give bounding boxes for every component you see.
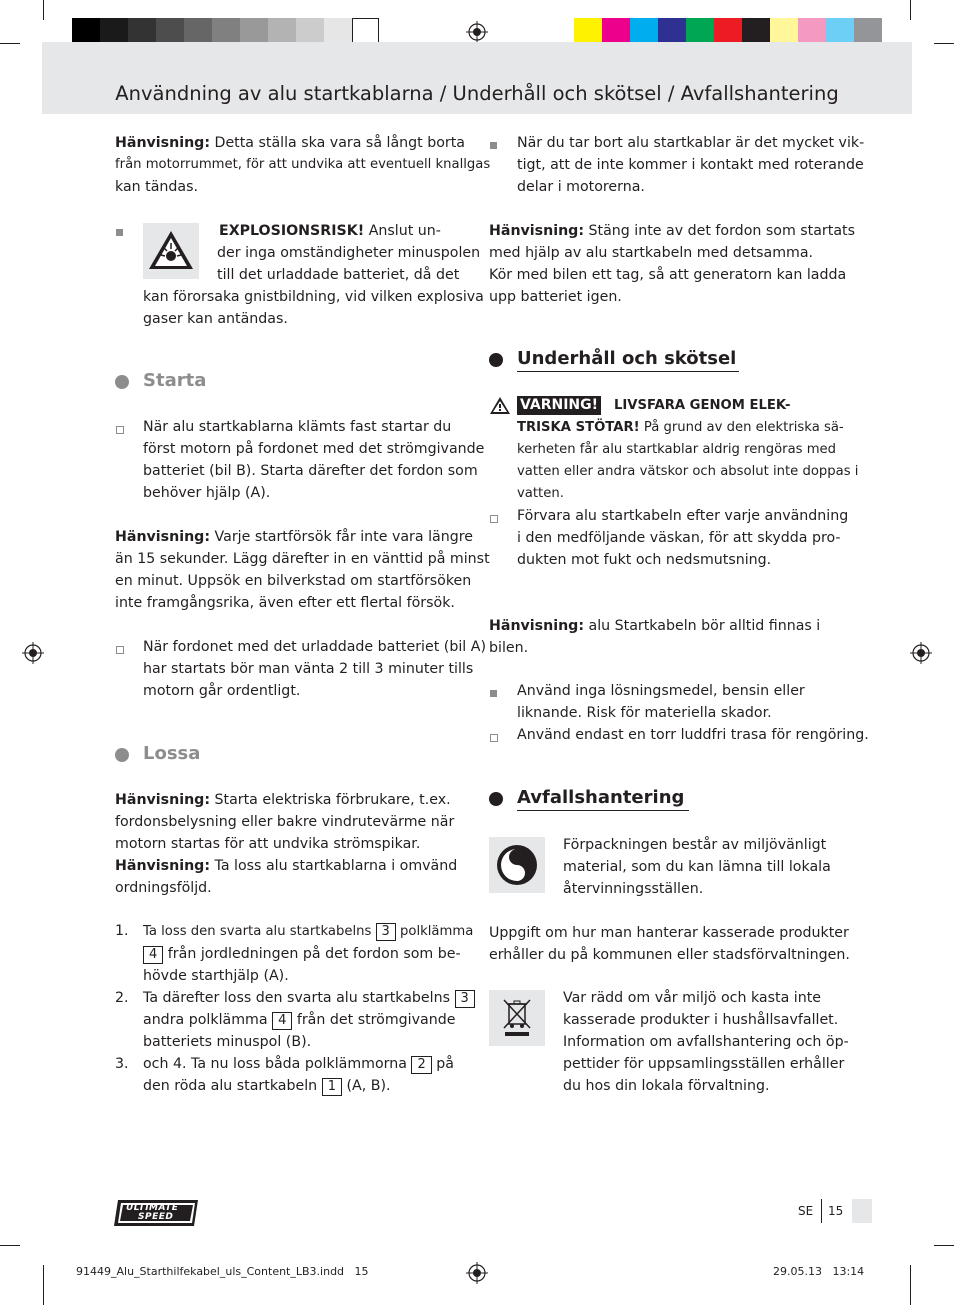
section-heading-lossa: Lossa (143, 743, 201, 764)
text-line: fordonsbelysning eller bakre vindrutevärme när (115, 814, 455, 830)
section-bullet (489, 792, 503, 806)
crop-mark (0, 43, 20, 44)
text-line: Använd endast en torr luddfri trasa för rengöring. (517, 727, 869, 743)
text-line: pettider för uppsamlingsställen erhåller (563, 1056, 845, 1072)
text-line: behöver hjälp (A). (143, 485, 271, 501)
step-line: hövde starthjälp (A). (143, 968, 289, 984)
part-ref: 1 (322, 1078, 342, 1096)
text-line: liknande. Risk för materiella skador. (517, 705, 772, 721)
part-ref: 3 (455, 990, 475, 1008)
warning-line: TRISKA STÖTAR! På grund av den elektriska sä- (517, 420, 844, 435)
section-heading-starta: Starta (143, 370, 207, 391)
registration-mark-icon (22, 642, 44, 664)
step-line: Ta därefter loss den svarta alu startkabelns 3 (143, 987, 475, 1009)
registration-mark-icon (910, 642, 932, 664)
section-heading-underhall: Underhåll och skötsel (517, 348, 739, 372)
language-code: SE (798, 1204, 814, 1218)
print-date: 29.05.13 13:14 (773, 1265, 865, 1278)
crop-mark (910, 1265, 911, 1305)
step-number: 2. (115, 990, 129, 1006)
section-bullet (489, 353, 503, 367)
page-tab (852, 1199, 872, 1223)
section-bullet (115, 748, 129, 762)
text-line: Var rädd om vår miljö och kasta inte (563, 990, 821, 1006)
note-paragraph: Hänvisning: Stäng inte av det fordon som startats (489, 223, 855, 239)
brand-logo: ULTIMATE SPEED (112, 1198, 200, 1228)
crop-mark (934, 1245, 954, 1246)
text-line: med hjälp av alu startkabeln med detsamma. (489, 245, 814, 261)
text-line: Uppgift om hur man hanterar kasserade produkter (489, 925, 849, 941)
registration-mark-icon (466, 21, 488, 43)
step-number: 3. (115, 1056, 129, 1072)
text-line: till det urladdade batteriet, då det (217, 267, 460, 283)
text-line: gaser kan antändas. (143, 311, 288, 327)
text-line: Använd inga lösningsmedel, bensin eller (517, 683, 805, 699)
crop-mark (934, 43, 954, 44)
registration-mark-icon (466, 1262, 488, 1284)
note-line: kan tändas. (115, 179, 199, 195)
note-paragraph: Hänvisning: Starta elektriska förbrukare, t.ex. (115, 792, 451, 808)
step-line: Ta loss den svarta alu startkabelns 3 polklämma (143, 924, 474, 939)
warning-triangle-icon (489, 396, 511, 415)
text-line: batteriet (bil B). Starta därefter det fordon som (143, 463, 478, 479)
part-ref: 4 (272, 1012, 292, 1030)
warning-badge: VARNING! (517, 396, 601, 415)
bullet (490, 515, 498, 523)
text-line: motorn går ordentligt. (143, 683, 301, 699)
bullet (490, 690, 497, 697)
text-line: Information om avfallshantering och öp- (563, 1034, 849, 1050)
text-line: först motorn på fordonet med det strömgivande (143, 441, 485, 457)
crop-mark (43, 0, 44, 20)
divider (821, 1199, 822, 1223)
text-line: du hos din lokala förvaltning. (563, 1078, 770, 1094)
bullet (116, 426, 124, 434)
text-line: delar i motorerna. (517, 179, 645, 195)
text-line: motorn startas för att undvika strömspikar. (115, 836, 421, 852)
text-line: återvinningsställen. (563, 881, 704, 897)
text-line: dukten mot fukt och nedsmutsning. (517, 552, 772, 568)
bullet (116, 646, 124, 654)
step-number: 1. (115, 923, 129, 939)
file-slug: 91449_Alu_Starthilfekabel_uls_Content_LB3.indd 15 (76, 1265, 369, 1278)
warning-line: vatten eller andra vätskor och absolut inte doppas i (517, 464, 859, 479)
note-paragraph: Hänvisning: Varje startförsök får inte vara längre (115, 529, 473, 545)
text-line: har startats bör man vänta 2 till 3 minuter tills (143, 661, 474, 677)
text-line: en minut. Uppsök en bilverkstad om startförsöken (115, 573, 472, 589)
green-dot-recycling-icon (489, 837, 545, 893)
page-title: Användning av alu startkablarna / Underhåll och skötsel / Avfallshantering (115, 82, 839, 105)
note-paragraph: Hänvisning: alu Startkabeln bör alltid finnas i (489, 618, 821, 634)
warning-line: vatten. (517, 486, 564, 501)
part-ref: 2 (411, 1056, 431, 1074)
text-line: i den medföljande väskan, för att skydda pro- (517, 530, 841, 546)
page-number: 15 (828, 1204, 844, 1218)
part-ref: 4 (143, 946, 163, 964)
text-line: När du tar bort alu startkablar är det mycket vik- (517, 135, 865, 151)
bullet (490, 734, 498, 742)
section-bullet (115, 375, 129, 389)
text-line: inte framgångsrika, även efter ett flertal försök. (115, 595, 455, 611)
crossed-out-bin-icon (489, 990, 545, 1046)
section-heading-avfall: Avfallshantering (517, 787, 689, 811)
text-line: erhåller du på kommunen eller stadsförvaltningen. (489, 947, 850, 963)
note-paragraph: Hänvisning: Detta ställa ska vara så långt borta (115, 135, 465, 151)
step-line: andra polklämma 4 från det strömgivande (143, 1012, 456, 1028)
text-line: material, som du kan lämna till lokala (563, 859, 831, 875)
warning-title: LIVSFARA GENOM ELEK- (614, 398, 791, 413)
crop-mark (43, 1265, 44, 1305)
text-line: När alu startkablarna klämts fast startar du (143, 419, 452, 435)
step-line: 4 från jordledningen på det fordon som be- (143, 943, 461, 965)
text-line: kasserade produkter i hushållsavfallet. (563, 1012, 839, 1028)
note-line: från motorrummet, för att undvika att eventuell knallgas (115, 157, 491, 172)
text-line: Förpackningen består av miljövänligt (563, 837, 827, 853)
text-line: upp batteriet igen. (489, 289, 622, 305)
text-line: bilen. (489, 640, 529, 656)
explosion-warning: EXPLOSIONSRISK! Anslut un- (219, 223, 441, 239)
crop-mark (910, 0, 911, 20)
explosion-warning-icon (143, 223, 199, 279)
warning-line: kerheten får alu startkablar aldrig rengöras med (517, 442, 837, 457)
text-line: der inga omständigheter minuspolen (217, 245, 481, 261)
text-line: När fordonet med det urladdade batteriet (bil A) (143, 639, 486, 655)
text-line: tigt, att de inte kommer i kontakt med roterande (517, 157, 864, 173)
bullet (116, 229, 123, 236)
step-line: batteriets minuspol (B). (143, 1034, 312, 1050)
text-line: Förvara alu startkabeln efter varje användning (517, 508, 849, 524)
note-paragraph: Hänvisning: Ta loss alu startkablarna i omvänd (115, 858, 458, 874)
step-line: den röda alu startkabeln 1 (A, B). (143, 1078, 391, 1094)
text-line: ordningsföljd. (115, 880, 212, 896)
bullet (490, 142, 497, 149)
text-line: kan förorsaka gnistbildning, vid vilken explosiva (143, 289, 484, 305)
text-line: Kör med bilen ett tag, så att generatorn kan ladda (489, 267, 847, 283)
step-line: och 4. Ta nu loss båda polklämmorna 2 på (143, 1056, 454, 1072)
text-line: än 15 sekunder. Lägg därefter in en vänttid på minst (115, 551, 490, 567)
crop-mark (0, 1245, 20, 1246)
part-ref: 3 (376, 923, 396, 941)
